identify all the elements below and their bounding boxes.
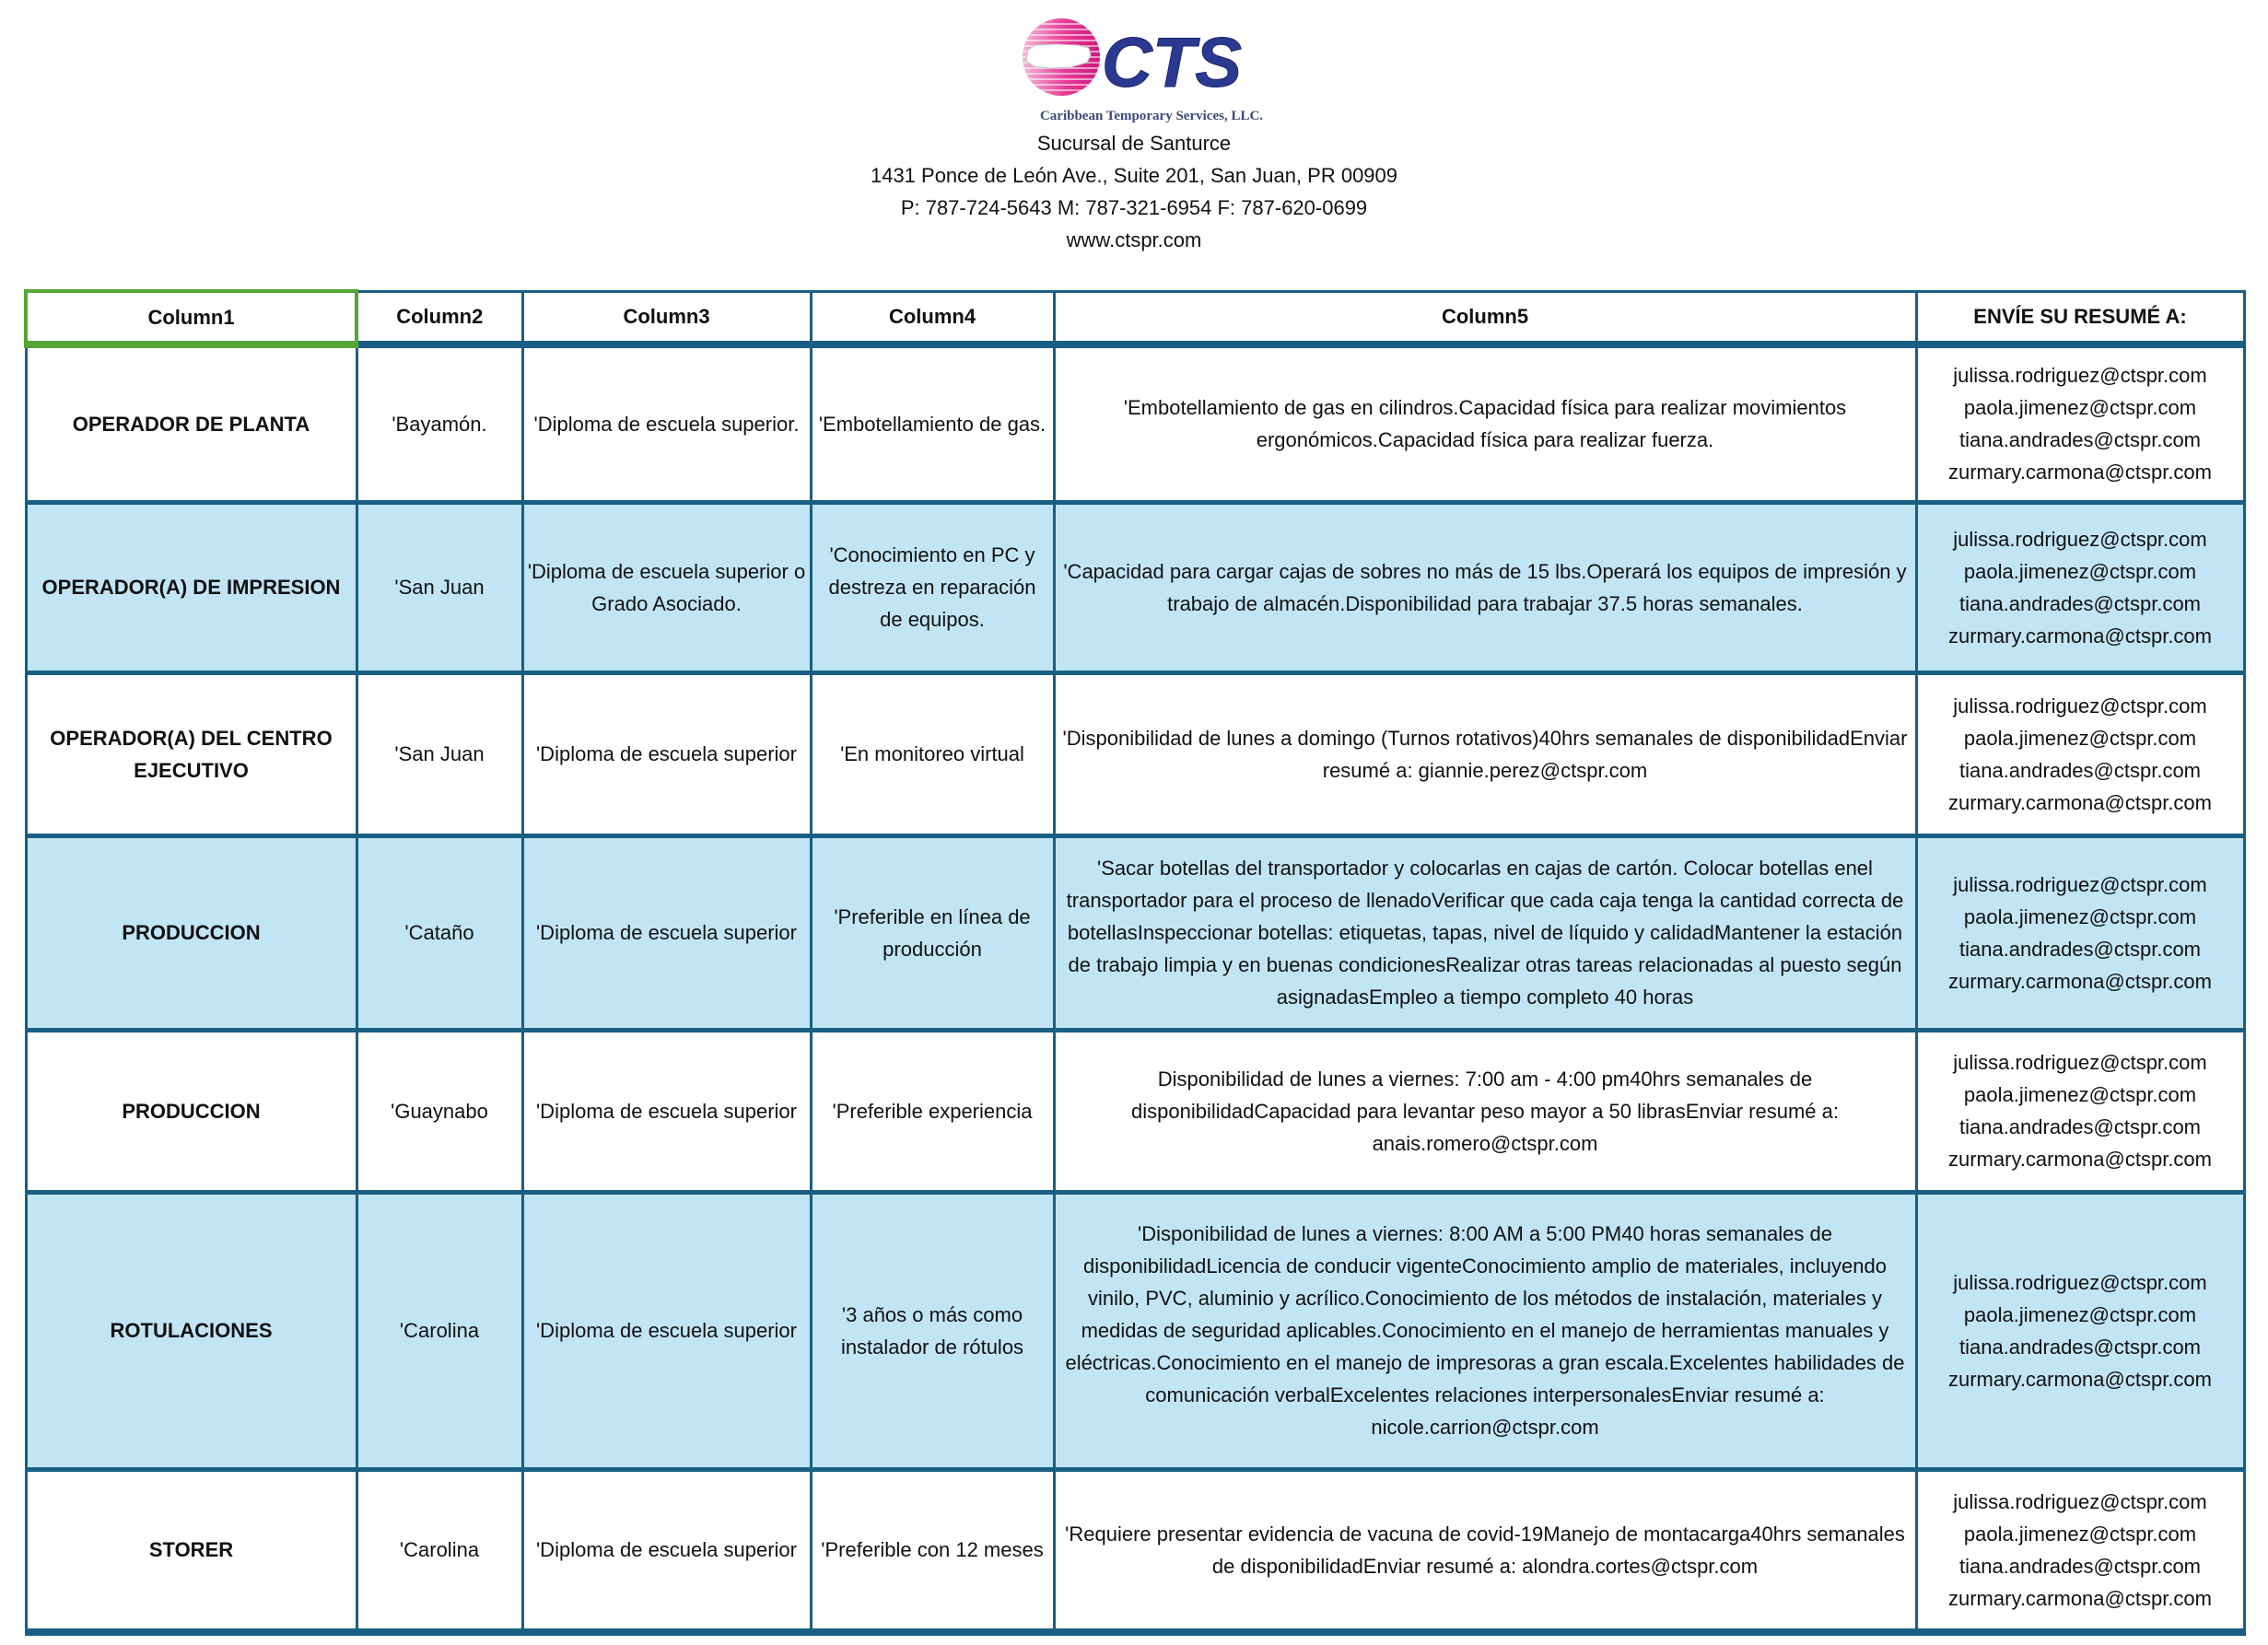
contact-emails: [1916, 835, 2244, 1030]
contact-emails: [1916, 672, 2244, 835]
svg-text:CTS: CTS: [1102, 24, 1242, 102]
email-link[interactable]: paola.jimenez@ctspr.com: [1963, 1522, 2197, 1546]
job-education: 'Diploma de escuela superior: [522, 1030, 811, 1192]
email-link[interactable]: tiana.andrades@ctspr.com: [1958, 1554, 2202, 1578]
email-link[interactable]: paola.jimenez@ctspr.com: [1963, 559, 2197, 583]
email-link[interactable]: tiana.andrades@ctspr.com: [1958, 428, 2202, 452]
job-description: 'Disponibilidad de lunes a viernes: 8:00 AM a 5:00 PM40 horas semanales de disponibilidadLicencia de conducir vigenteConocimiento amplio de materiales, incluyendo vinilo, PVC, aluminio y acrílico.Conocimiento de los métodos de instalación, materiales y medidas de seguridad aplicables.Conocimiento en el manejo de herramientas manuales y eléctricas.Conocimiento en el manejo de impresoras a gran escala.Excelentes habilidades de comunicación verbalExcelentes relaciones interpersonalesEnviar resumé a: nicole.carrion@ctspr.com: [1054, 1192, 1916, 1469]
job-description: 'Embotellamiento de gas en cilindros.Capacidad física para realizar movimientos ergonómicos.Capacidad física para realizar fuerza.: [1054, 344, 1916, 502]
email-link[interactable]: zurmary.carmona@ctspr.com: [1948, 624, 2212, 648]
header-column1[interactable]: Column1: [26, 291, 357, 344]
email-link[interactable]: tiana.andrades@ctspr.com: [1958, 758, 2202, 782]
email-link[interactable]: paola.jimenez@ctspr.com: [1963, 396, 2197, 420]
header-send-resume[interactable]: ENVÍE SU RESUMÉ A:: [1916, 291, 2244, 344]
job-description: 'Requiere presentar evidencia de vacuna de covid-19Manejo de montacarga40hrs semanales de disponibilidadEnviar resumé a: alondra.cortes@ctspr.com: [1054, 1469, 1916, 1632]
email-link[interactable]: julissa.rodriguez@ctspr.com: [1953, 694, 2207, 718]
company-address-block: [0, 127, 2268, 256]
job-location: 'San Juan: [357, 672, 522, 835]
job-location: 'Cataño: [357, 835, 522, 1030]
contact-emails: [1916, 344, 2244, 502]
svg-text:Caribbean Temporary Services,: Caribbean Temporary Services, LLC.: [1039, 109, 1264, 123]
job-education: 'Diploma de escuela superior: [522, 835, 811, 1030]
job-location: 'Guaynabo: [357, 1030, 522, 1192]
header-column5[interactable]: Column5: [1054, 291, 1916, 344]
website-link[interactable]: www.ctspr.com: [1066, 228, 1202, 251]
table-row: [26, 502, 2244, 672]
job-location: 'Bayamón.: [357, 344, 522, 502]
job-experience: '3 años o más como instalador de rótulos: [811, 1192, 1054, 1469]
table-row: [26, 1030, 2244, 1192]
email-link[interactable]: julissa.rodriguez@ctspr.com: [1953, 527, 2207, 551]
branch-name: Sucursal de Santurce: [1036, 132, 1232, 155]
phone-numbers: P: 787-724-5643 M: 787-321-6954 F: 787-620-0699: [900, 196, 1368, 219]
email-link[interactable]: julissa.rodriguez@ctspr.com: [1953, 1051, 2207, 1074]
job-title: OPERADOR(A) DE IMPRESION: [26, 502, 357, 672]
email-link[interactable]: tiana.andrades@ctspr.com: [1958, 1335, 2202, 1359]
email-link[interactable]: paola.jimenez@ctspr.com: [1963, 904, 2197, 928]
job-experience: 'En monitoreo virtual: [811, 672, 1054, 835]
job-description: 'Sacar botellas del transportador y colocarlas en cajas de cartón. Colocar botellas enel transportador para el proceso de llenadoVerificar que cada caja tenga la cantidad correcta de botellasInspeccionar botellas: etiquetas, tapas, nivel de líquido y calidadMantener la estación de trabajo limpia y en buenas condicionesRealizar otras tareas relacionadas al puesto según asignadasEmpleo a tiempo completo 40 horas: [1054, 835, 1916, 1030]
email-link[interactable]: zurmary.carmona@ctspr.com: [1948, 1367, 2212, 1391]
job-experience: 'Preferible en línea de producción: [811, 835, 1054, 1030]
job-listings-table: [24, 289, 2246, 1636]
table-row: [26, 672, 2244, 835]
email-link[interactable]: julissa.rodriguez@ctspr.com: [1953, 1270, 2207, 1294]
header-column4[interactable]: Column4: [811, 291, 1054, 344]
email-link[interactable]: tiana.andrades@ctspr.com: [1958, 591, 2202, 615]
email-link[interactable]: zurmary.carmona@ctspr.com: [1948, 461, 2212, 484]
email-link[interactable]: tiana.andrades@ctspr.com: [1958, 1115, 2202, 1138]
email-link[interactable]: tiana.andrades@ctspr.com: [1958, 937, 2202, 961]
email-link[interactable]: zurmary.carmona@ctspr.com: [1948, 1148, 2212, 1171]
email-link[interactable]: zurmary.carmona@ctspr.com: [1948, 1586, 2212, 1610]
job-experience: 'Preferible experiencia: [811, 1030, 1054, 1192]
table-row: [26, 1469, 2244, 1632]
contact-emails: [1916, 1192, 2244, 1469]
job-description: Disponibilidad de lunes a viernes: 7:00 am - 4:00 pm40hrs semanales de disponibilidadCapacidad para levantar peso mayor a 50 librasEnviar resumé a: anais.romero@ctspr.com: [1054, 1030, 1916, 1192]
email-link[interactable]: julissa.rodriguez@ctspr.com: [1953, 1489, 2207, 1513]
email-link[interactable]: zurmary.carmona@ctspr.com: [1948, 790, 2212, 814]
header-column2[interactable]: Column2: [357, 291, 522, 344]
job-title: STORER: [26, 1469, 357, 1632]
job-education: 'Diploma de escuela superior: [522, 672, 811, 835]
table-row: [26, 1192, 2244, 1469]
email-link[interactable]: zurmary.carmona@ctspr.com: [1948, 969, 2212, 993]
job-location: 'Carolina: [357, 1469, 522, 1632]
job-title: PRODUCCION: [26, 835, 357, 1030]
table-row: [26, 344, 2244, 502]
email-link[interactable]: julissa.rodriguez@ctspr.com: [1953, 872, 2207, 896]
email-link[interactable]: paola.jimenez@ctspr.com: [1963, 726, 2197, 750]
job-education: 'Diploma de escuela superior: [522, 1192, 811, 1469]
street-address: 1431 Ponce de León Ave., Suite 201, San Juan, PR 00909: [870, 164, 1398, 187]
table-row: [26, 835, 2244, 1030]
email-link[interactable]: paola.jimenez@ctspr.com: [1963, 1302, 2197, 1326]
email-link[interactable]: paola.jimenez@ctspr.com: [1963, 1083, 2197, 1106]
contact-emails: [1916, 502, 2244, 672]
contact-emails: [1916, 1469, 2244, 1632]
job-experience: 'Embotellamiento de gas.: [811, 344, 1054, 502]
company-logo: [1013, 17, 1290, 127]
job-education: 'Diploma de escuela superior.: [522, 344, 811, 502]
job-location: 'San Juan: [357, 502, 522, 672]
header-column3[interactable]: Column3: [522, 291, 811, 344]
cts-globe-logo-icon: [1013, 17, 1290, 127]
job-title: OPERADOR(A) DEL CENTRO EJECUTIVO: [26, 672, 357, 835]
job-location: 'Carolina: [357, 1192, 522, 1469]
job-education: 'Diploma de escuela superior: [522, 1469, 811, 1632]
job-title: ROTULACIONES: [26, 1192, 357, 1469]
job-description: 'Capacidad para cargar cajas de sobres no más de 15 lbs.Operará los equipos de impresión y trabajo de almacén.Disponibilidad para trabajar 37.5 horas semanales.: [1054, 502, 1916, 672]
email-link[interactable]: julissa.rodriguez@ctspr.com: [1953, 364, 2207, 388]
job-title: PRODUCCION: [26, 1030, 357, 1192]
table-header-row: [26, 291, 2244, 344]
contact-emails: [1916, 1030, 2244, 1192]
job-experience: 'Preferible con 12 meses: [811, 1469, 1054, 1632]
job-description: 'Disponibilidad de lunes a domingo (Turnos rotativos)40hrs semanales de disponibilidadEnviar resumé a: giannie.perez@ctspr.com: [1054, 672, 1916, 835]
job-education: 'Diploma de escuela superior o Grado Asociado.: [522, 502, 811, 672]
job-title: OPERADOR DE PLANTA: [26, 344, 357, 502]
job-experience: 'Conocimiento en PC y destreza en reparación de equipos.: [811, 502, 1054, 672]
